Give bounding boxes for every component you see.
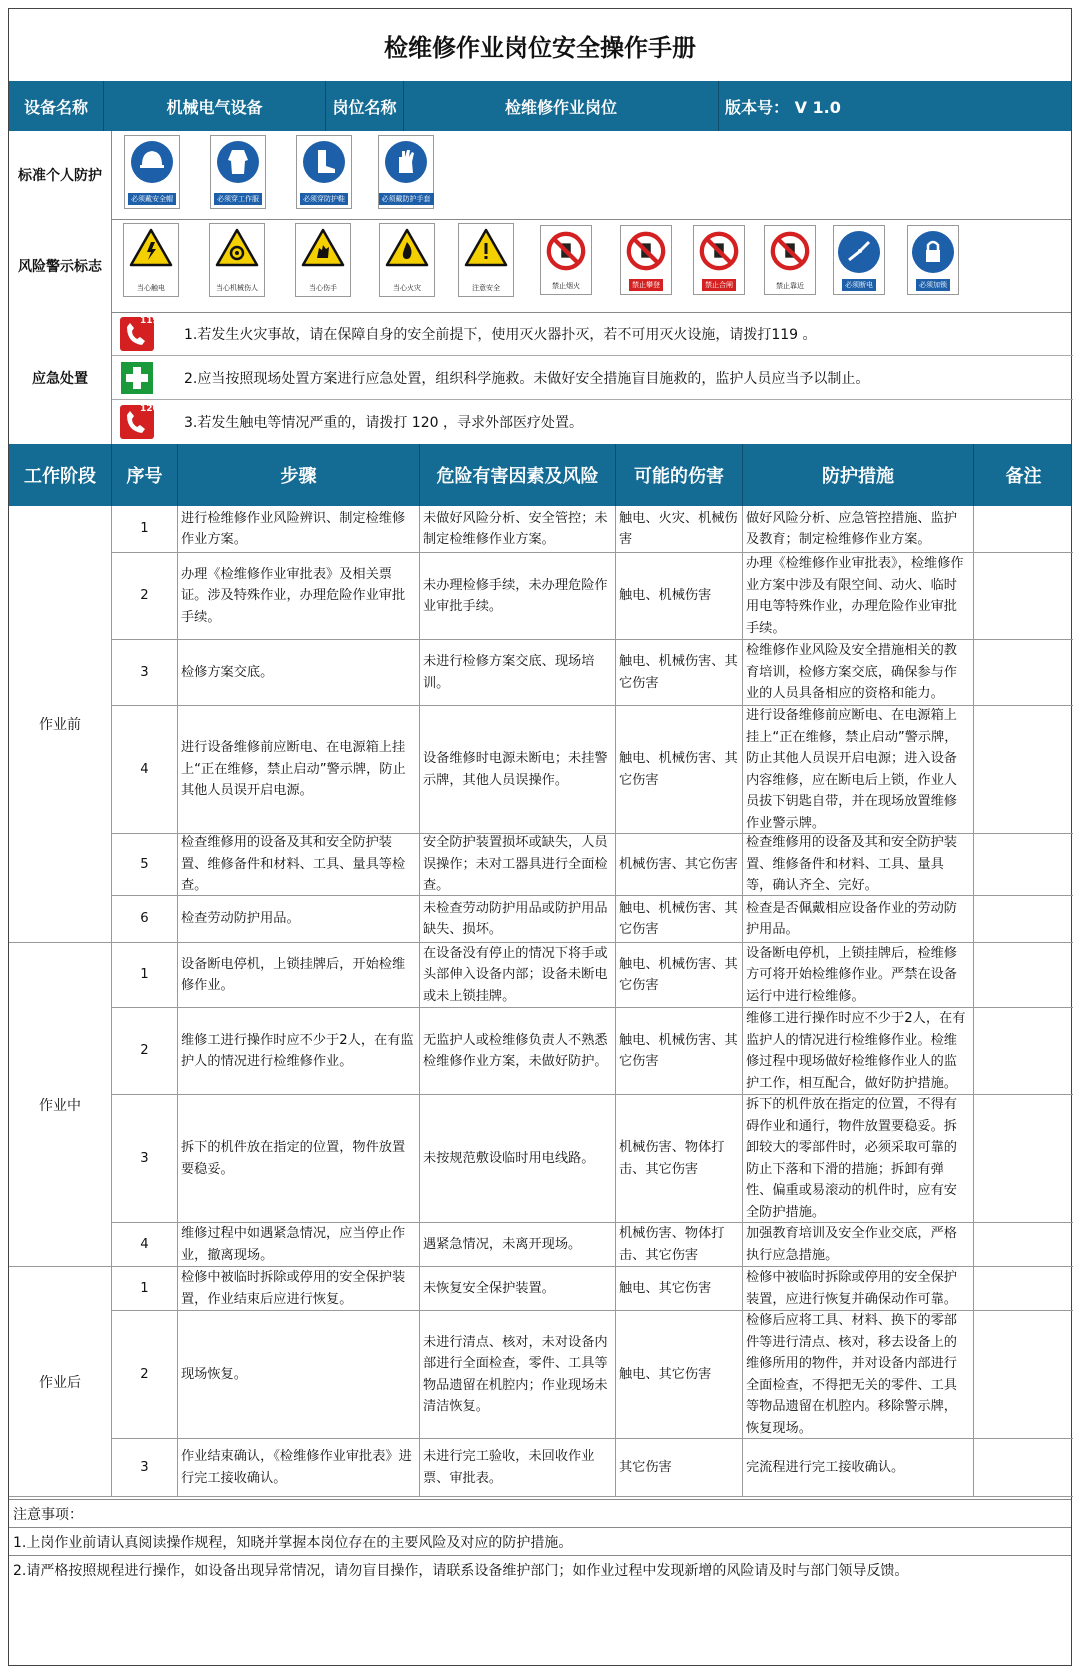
cell-risk: 未办理检修手续，未办理危险作业审批手续。 xyxy=(420,553,616,639)
sign-card xyxy=(693,225,745,295)
first-aid-icon xyxy=(121,362,153,394)
cell-number: 1 xyxy=(112,506,178,552)
table-row xyxy=(112,1223,1073,1267)
cell-risk: 设备维修时电源未断电；未挂警示牌，其他人员误操作。 xyxy=(420,706,616,833)
cell-harm: 触电、机械伤害、其它伤害 xyxy=(616,1008,743,1094)
must-disconnect-icon xyxy=(837,230,881,274)
cell-note xyxy=(974,1223,1073,1266)
cell-note xyxy=(974,706,1073,833)
sign-caption: 必须加锁 xyxy=(916,279,950,291)
phone-badge: 120 xyxy=(140,404,159,414)
cell-measure: 检修后应将工具、材料、换下的零部件等进行清点、核对，移去设备上的维修所用的物件，并对设备内部进行全面检查，不得把无关的零件、工具等物品遗留在机腔内。移除警示牌，恢复现场。 xyxy=(743,1311,974,1438)
cell-risk: 遇紧急情况，未离开现场。 xyxy=(420,1223,616,1266)
cell-note xyxy=(974,553,1073,639)
cell-harm: 机械伤害、其它伤害 xyxy=(616,834,743,895)
stage-cell: 作业中 xyxy=(9,943,112,1267)
sign-card xyxy=(833,225,885,295)
col-header-step: 步骤 xyxy=(178,444,420,506)
cell-number: 4 xyxy=(112,706,178,833)
info-header-bar xyxy=(9,81,1071,131)
sign-caption: 当心机械伤人 xyxy=(216,284,258,292)
cell-risk: 未检查劳动防护用品或防护用品缺失、损坏。 xyxy=(420,896,616,942)
no-switch-on-icon xyxy=(698,230,740,272)
cell-step: 检查维修用的设备及其和安全防护装置、维修备件和材料、工具、量具等检查。 xyxy=(178,834,420,895)
ppe-sign xyxy=(378,135,434,209)
emergency-item xyxy=(112,312,1073,356)
sign-caption: 必须戴安全帽 xyxy=(128,193,176,205)
col-header-harm: 可能的伤害 xyxy=(616,444,743,506)
cell-risk: 未做好风险分析、安全管控；未制定检维修作业方案。 xyxy=(420,506,616,552)
table-row xyxy=(112,943,1073,1008)
sign-caption: 禁止靠近 xyxy=(776,282,804,290)
cell-step: 作业结束确认，《检维修作业审批表》进行完工接收确认。 xyxy=(178,1439,420,1496)
table-row xyxy=(112,896,1073,943)
cell-measure: 设备断电停机，上锁挂牌后，检维修方可将开始检维修作业。严禁在设备运行中进行检维修。 xyxy=(743,943,974,1007)
page-title: 检维修作业岗位安全操作手册 xyxy=(9,9,1071,82)
cell-risk: 未按规范敷设临时用电线路。 xyxy=(420,1095,616,1222)
cell-harm: 触电、机械伤害 xyxy=(616,553,743,639)
sign-card xyxy=(458,223,514,297)
stage-cell: 作业前 xyxy=(9,506,112,943)
cell-number: 2 xyxy=(112,1008,178,1094)
cell-risk: 安全防护装置损坏或缺失，人员误操作；未对工器具进行全面检查。 xyxy=(420,834,616,895)
cell-measure: 办理《检维修作业审批表》，检维修作业方案中涉及有限空间、动火、临时用电等特殊作业，办理危险作业审批手续。 xyxy=(743,553,974,639)
ppe-row-label: 标准个人防护 xyxy=(9,131,112,219)
cell-step: 拆下的机件放在指定的位置，物件放置要稳妥。 xyxy=(178,1095,420,1222)
emergency-text: 2.应当按照现场处置方案进行应急处置，组织科学施救。未做好安全措施盲目施救的，监护人员应当予以制止。 xyxy=(184,370,870,387)
cell-step: 设备断电停机，上锁挂牌后，开始检维修作业。 xyxy=(178,943,420,1007)
notes-heading: 注意事项： xyxy=(9,1499,1071,1527)
cell-step: 进行检维修作业风险辨识、制定检维修作业方案。 xyxy=(178,506,420,552)
cell-harm: 触电、其它伤害 xyxy=(616,1267,743,1310)
cell-measure: 维修工进行操作时应不少于2人，在有监护人的情况进行检维修作业。检维修过程中现场做好检维修作业人的监护工作，相互配合，做好防护措施。 xyxy=(743,1008,974,1094)
cell-number: 2 xyxy=(112,1311,178,1438)
sign-caption: 当心触电 xyxy=(137,284,165,292)
must-lock-icon xyxy=(911,230,955,274)
sign-caption: 当心伤手 xyxy=(309,284,337,292)
cell-note xyxy=(974,1008,1073,1094)
helmet-icon xyxy=(130,140,174,184)
emergency-item xyxy=(112,356,1073,400)
cell-step: 检查劳动防护用品。 xyxy=(178,896,420,942)
cell-note xyxy=(974,943,1073,1007)
cell-measure: 完流程进行完工接收确认。 xyxy=(743,1439,974,1496)
cell-step: 现场恢复。 xyxy=(178,1311,420,1438)
gloves-icon xyxy=(384,140,428,184)
cell-note xyxy=(974,834,1073,895)
sign-card xyxy=(907,225,959,295)
sign-card xyxy=(379,223,435,297)
equipment-name-value: 机械电气设备 xyxy=(104,81,326,131)
cell-measure: 加强教育培训及安全作业交底，严格执行应急措施。 xyxy=(743,1223,974,1266)
warning-sign xyxy=(540,225,592,295)
hand-injury-warning-icon xyxy=(301,228,345,268)
table-row xyxy=(112,1095,1073,1223)
cell-number: 3 xyxy=(112,1095,178,1222)
sign-caption: 注意安全 xyxy=(472,284,500,292)
cell-note xyxy=(974,506,1073,552)
warning-sign xyxy=(833,225,885,295)
note-item: 2.请严格按照规程进行操作，如设备出现异常情况，请勿盲目操作，请联系设备维护部门；如作业过程中发现新增的风险请及时与部门领导反馈。 xyxy=(9,1555,1071,1583)
sign-card xyxy=(296,135,352,209)
cell-risk: 未进行完工验收，未回收作业票、审批表。 xyxy=(420,1439,616,1496)
table-row xyxy=(112,1311,1073,1439)
cell-harm: 触电、火灾、机械伤害 xyxy=(616,506,743,552)
cell-note xyxy=(974,896,1073,942)
cell-harm: 触电、其它伤害 xyxy=(616,1311,743,1438)
sign-caption: 禁止攀登 xyxy=(629,279,663,291)
cell-harm: 触电、机械伤害、其它伤害 xyxy=(616,896,743,942)
workwear-icon xyxy=(216,140,260,184)
electric-shock-warning-icon xyxy=(129,228,173,268)
cell-number: 6 xyxy=(112,896,178,942)
cell-risk: 未进行检修方案交底、现场培训。 xyxy=(420,640,616,705)
table-row xyxy=(112,553,1073,640)
sign-card xyxy=(620,225,672,295)
cell-note xyxy=(974,1095,1073,1222)
table-row xyxy=(112,1439,1073,1497)
cell-measure: 检维修作业风险及安全措施相关的教育培训，检修方案交底，确保参与作业的人员具备相应的资格和能力。 xyxy=(743,640,974,705)
table-header xyxy=(9,444,1071,506)
cell-measure: 检查维修用的设备及其和安全防护装置、维修备件和材料、工具、量具等，确认齐全、完好。 xyxy=(743,834,974,895)
post-name-value: 检维修作业岗位 xyxy=(404,81,719,131)
cell-step: 进行设备维修前应断电、在电源箱上挂上“正在维修，禁止启动”警示牌，防止其他人员误开启电源。 xyxy=(178,706,420,833)
cell-number: 3 xyxy=(112,640,178,705)
cell-harm: 机械伤害、物体打击、其它伤害 xyxy=(616,1223,743,1266)
warning-sign xyxy=(379,223,435,297)
version-number: 版本号： V 1.0 xyxy=(725,97,841,117)
cell-risk: 无监护人或检维修负责人不熟悉检维修作业方案，未做好防护。 xyxy=(420,1008,616,1094)
stage-cell: 作业后 xyxy=(9,1267,112,1497)
sign-card xyxy=(210,135,266,209)
equipment-name-label: 设备名称 xyxy=(9,81,104,131)
sign-caption: 必须断电 xyxy=(842,279,876,291)
warning-sign xyxy=(458,223,514,297)
warning-sign xyxy=(693,225,745,295)
col-header-measure: 防护措施 xyxy=(743,444,974,506)
cell-note xyxy=(974,1267,1073,1310)
sign-caption: 禁止合闸 xyxy=(702,279,736,291)
cell-measure: 进行设备维修前应断电、在电源箱上挂上“正在维修，禁止启动”警示牌，防止其他人员误开启电源；进入设备内容维修，应在断电后上锁，作业人员拔下钥匙自带，并在现场放置维修作业警示牌。 xyxy=(743,706,974,833)
cell-number: 5 xyxy=(112,834,178,895)
no-climbing-icon xyxy=(625,230,667,272)
cell-number: 1 xyxy=(112,1267,178,1310)
caution-warning-icon xyxy=(464,228,508,268)
emergency-row-label: 应急处置 xyxy=(9,312,112,444)
sign-card xyxy=(123,223,179,297)
cell-risk: 未恢复安全保护装置。 xyxy=(420,1267,616,1310)
sign-caption: 当心火灾 xyxy=(393,284,421,292)
emergency-text: 3.若发生触电等情况严重的，请拨打 120 ，寻求外部医疗处置。 xyxy=(184,414,583,431)
cell-measure: 拆下的机件放在指定的位置，不得有碍作业和通行，物件放置要稳妥。拆卸较大的零部件时，必须采取可靠的防止下落和下滑的措施；拆卸有弹性、偏重或易滚动的机件时，应有安全防护措施。 xyxy=(743,1095,974,1222)
cell-risk: 未进行清点、核对，未对设备内部进行全面检查，零件、工具等物品遗留在机腔内；作业现场未清洁恢复。 xyxy=(420,1311,616,1438)
cell-number: 1 xyxy=(112,943,178,1007)
cell-measure: 检查是否佩戴相应设备作业的劳动防护用品。 xyxy=(743,896,974,942)
cell-harm: 触电、机械伤害、其它伤害 xyxy=(616,640,743,705)
emergency-text: 1.若发生火灾事故，请在保障自身的安全前提下，使用灭火器扑灭，若不可用灭火设施，请拨打119 。 xyxy=(184,326,817,343)
sign-card xyxy=(540,225,592,295)
note-item: 1.上岗作业前请认真阅读操作规程，知晓并掌握本岗位存在的主要风险及对应的防护措施。 xyxy=(9,1527,1071,1555)
sign-card xyxy=(124,135,180,209)
table-row xyxy=(112,834,1073,896)
table-row xyxy=(112,1008,1073,1095)
cell-measure: 做好风险分析、应急管控措施、监护及教育；制定检维修作业方案。 xyxy=(743,506,974,552)
sign-card xyxy=(764,225,816,295)
table-row xyxy=(112,640,1073,706)
cell-harm: 机械伤害、物体打击、其它伤害 xyxy=(616,1095,743,1222)
col-header-stage: 工作阶段 xyxy=(9,444,112,506)
warning-sign xyxy=(620,225,672,295)
cell-note xyxy=(974,1439,1073,1496)
col-header-note: 备注 xyxy=(1005,466,1042,487)
sign-card xyxy=(295,223,351,297)
table-row xyxy=(112,1267,1073,1311)
ppe-sign xyxy=(210,135,266,209)
table-row xyxy=(112,506,1073,553)
warning-sign xyxy=(764,225,816,295)
cell-step: 检修方案交底。 xyxy=(178,640,420,705)
col-header-risk: 危险有害因素及风险 xyxy=(420,444,616,506)
sign-caption: 必须穿防护鞋 xyxy=(300,193,348,205)
cell-measure: 检修中被临时拆除或停用的安全保护装置，应进行恢复并确保动作可靠。 xyxy=(743,1267,974,1310)
post-name-label: 岗位名称 xyxy=(326,81,404,131)
fire-warning-icon xyxy=(385,228,429,268)
cell-harm: 触电、机械伤害、其它伤害 xyxy=(616,706,743,833)
sign-card xyxy=(209,223,265,297)
cell-step: 维修工进行操作时应不少于2人，在有监护人的情况进行检维修作业。 xyxy=(178,1008,420,1094)
phone-badge: 119 xyxy=(140,316,159,326)
cell-step: 办理《检维修作业审批表》及相关票证。涉及特殊作业，办理危险作业审批手续。 xyxy=(178,553,420,639)
cell-step: 检修中被临时拆除或停用的安全保护装置，作业结束后应进行恢复。 xyxy=(178,1267,420,1310)
no-entry-icon xyxy=(769,230,811,272)
warning-sign xyxy=(295,223,351,297)
warning-sign xyxy=(907,225,959,295)
cell-harm: 触电、机械伤害、其它伤害 xyxy=(616,943,743,1007)
table-row xyxy=(112,706,1073,834)
no-fire-icon xyxy=(545,230,587,272)
cell-number: 4 xyxy=(112,1223,178,1266)
ppe-sign xyxy=(124,135,180,209)
sign-caption: 禁止烟火 xyxy=(552,282,580,290)
sign-caption: 必须戴防护手套 xyxy=(379,193,434,205)
warning-row-label: 风险警示标志 xyxy=(9,219,112,312)
warning-sign xyxy=(209,223,265,297)
cell-number: 3 xyxy=(112,1439,178,1496)
sign-caption: 必须穿工作服 xyxy=(214,193,262,205)
sign-card xyxy=(378,135,434,209)
manual-sheet xyxy=(8,8,1072,1666)
warning-sign xyxy=(123,223,179,297)
col-header-number: 序号 xyxy=(112,444,178,506)
divider xyxy=(9,219,1071,220)
cell-note xyxy=(974,640,1073,705)
emergency-item xyxy=(112,400,1073,443)
boots-icon xyxy=(302,140,346,184)
cell-step: 维修过程中如遇紧急情况，应当停止作业，撤离现场。 xyxy=(178,1223,420,1266)
cell-risk: 在设备没有停止的情况下将手或头部伸入设备内部；设备未断电或未上锁挂牌。 xyxy=(420,943,616,1007)
cell-note xyxy=(974,1311,1073,1438)
machine-injury-warning-icon xyxy=(215,228,259,268)
ppe-sign xyxy=(296,135,352,209)
emergency-icon-wrap xyxy=(120,361,154,395)
cell-harm: 其它伤害 xyxy=(616,1439,743,1496)
cell-number: 2 xyxy=(112,553,178,639)
